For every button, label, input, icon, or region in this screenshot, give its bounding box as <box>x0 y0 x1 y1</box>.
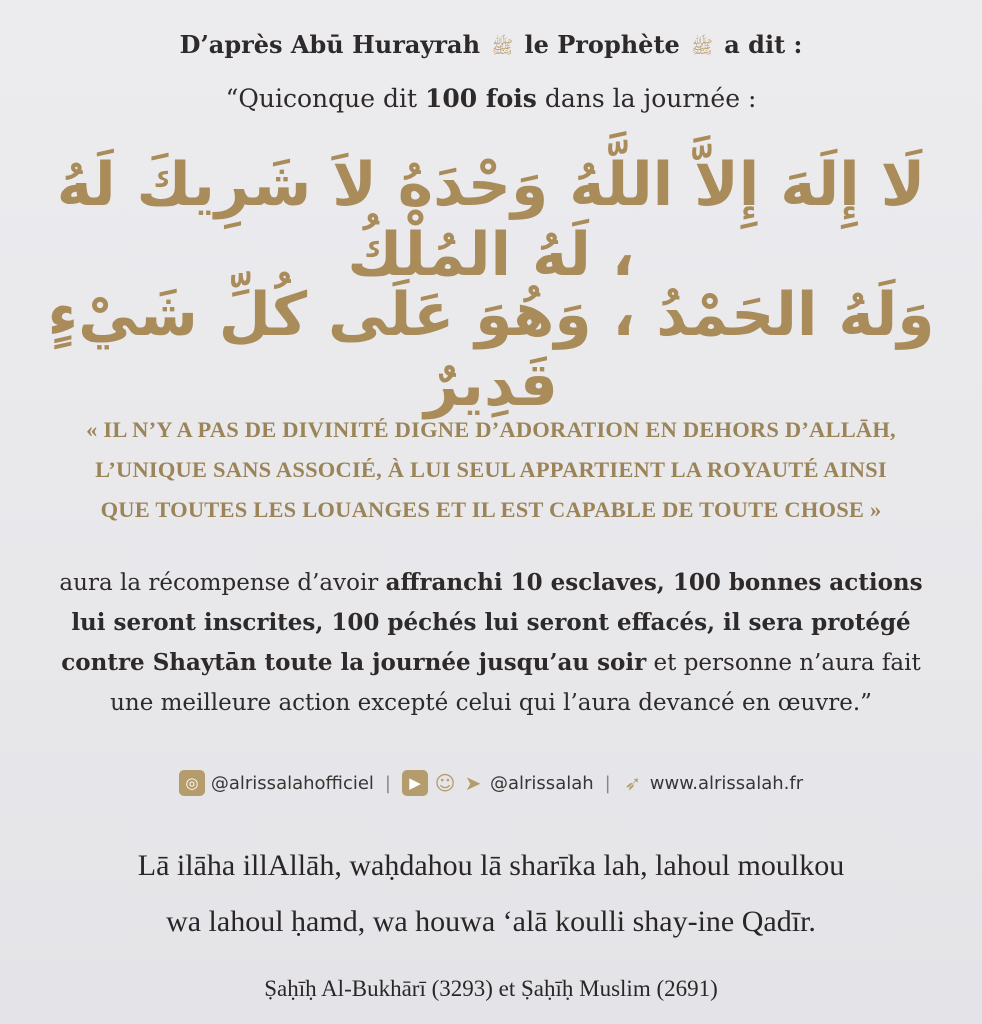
snapchat-icon: ☺ <box>434 771 456 795</box>
instagram-icon: ◎ <box>179 770 205 796</box>
french-translation <box>30 410 952 530</box>
translation-line-2: L’UNIQUE SANS ASSOCIÉ, À LUI SEUL APPARTIENT LA ROYAUTÉ AINSI <box>95 457 887 482</box>
social-handle[interactable]: @alrissalah <box>490 772 594 794</box>
website-link[interactable]: www.alrissalah.fr <box>649 772 804 794</box>
honorific-glyph: ﷺ <box>491 37 514 58</box>
intro-pre: “Quiconque dit <box>225 84 425 113</box>
divider: | <box>604 772 611 794</box>
translation-line-1: « IL N’Y A PAS DE DIVINITÉ DIGNE D’ADORATION EN DEHORS D’ALLĀH, <box>86 417 896 442</box>
web-arrow-icon: ➶ <box>624 771 642 795</box>
telegram-icon: ➤ <box>464 771 482 795</box>
reward-text-bold: affranchi 10 esclaves, 100 bonnes actions lui seront inscrites, 100 péchés lui seront effacés, il sera protégé contre Shaytān toute la journée jusqu’au soir <box>61 569 923 676</box>
hadith-source: Ṣaḥīḥ Al-Bukhārī (3293) et Ṣaḥīḥ Muslim (2691) <box>264 976 718 1001</box>
transliteration <box>0 838 982 950</box>
arabic-line-1: لَا إِلَهَ إِلاَّ اللَّهُ وَحْدَهُ لاَ شَرِيكَ لَهُ ، لَهُ المُلْكُ <box>56 150 926 290</box>
said-text: a dit : <box>724 30 803 59</box>
youtube-icon: ▶ <box>402 770 428 796</box>
arabic-line-2: وَلَهُ الحَمْدُ ، وَهُوَ عَلَى كُلِّ شَيْءٍ قَدِيرٌ <box>47 280 935 420</box>
prophet-text: le Prophète <box>524 30 680 59</box>
transliteration-line-1: Lā ilāha illAllāh, waḥdahou lā sharīka lah, lahoul moulkou <box>137 849 845 882</box>
reward-text-2: et personne n’aura fait une meilleure action excepté celui qui l’aura devancé en œuvre.” <box>110 650 921 716</box>
divider: | <box>384 772 391 794</box>
intro-count: 100 fois <box>424 84 537 113</box>
salawat-glyph: ﷺ <box>691 37 713 58</box>
narrator-heading <box>0 30 982 62</box>
narrator-text: D’après Abū Hurayrah <box>179 30 481 59</box>
transliteration-line-2: wa lahoul ḥamd, wa houwa ‘alā koulli shay-ine Qadīr. <box>166 905 816 938</box>
reward-paragraph <box>50 563 932 723</box>
intro-post: dans la journée : <box>536 84 757 113</box>
social-bar <box>0 770 982 796</box>
instagram-handle[interactable]: @alrissalahofficiel <box>210 772 374 794</box>
intro-line <box>0 84 982 113</box>
translation-line-3: QUE TOUTES LES LOUANGES ET IL EST CAPABLE DE TOUTE CHOSE » <box>100 497 882 522</box>
reward-text-1: aura la récompense d’avoir <box>59 570 386 596</box>
